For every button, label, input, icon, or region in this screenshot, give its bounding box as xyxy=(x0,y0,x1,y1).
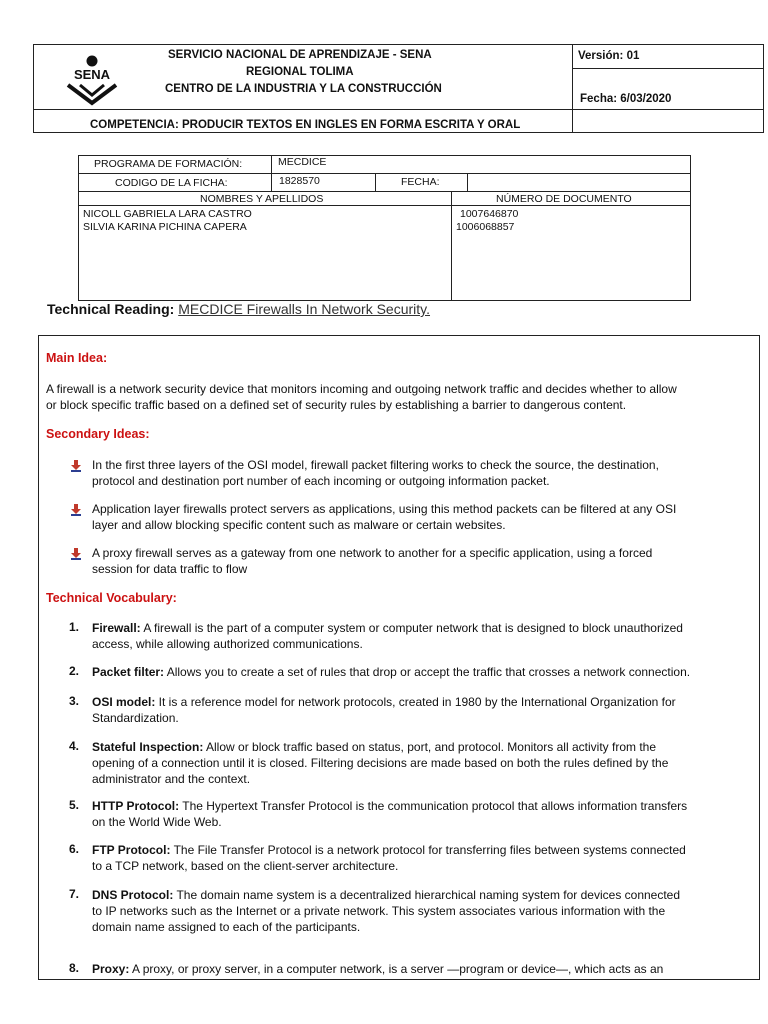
logo-text: SENA xyxy=(73,67,111,82)
text-line: Allow or block traffic based on status, port, and protocol. Monitors all activity from the xyxy=(203,740,656,754)
table-cell xyxy=(467,173,691,192)
vocab-term: DNS Protocol: xyxy=(92,888,174,902)
programa-label: PROGRAMA DE FORMACIÓN: xyxy=(94,158,243,170)
header-regional: REGIONAL TOLIMA xyxy=(246,66,354,78)
header-institution: SERVICIO NACIONAL DE APRENDIZAJE - SENA xyxy=(168,49,432,61)
text-line: access, while allowing authorized communications. xyxy=(92,637,363,651)
table-cell xyxy=(271,155,691,174)
text-line: opening of a connection until it is closed. Filtering decisions are made based on both the rules defined by the xyxy=(92,756,669,770)
list-number: 8. xyxy=(69,961,80,975)
vocab-item xyxy=(92,694,676,726)
header-divider xyxy=(572,45,573,132)
programa-value: MECDICE xyxy=(278,156,327,168)
sena-logo xyxy=(62,53,122,107)
text-line: Allows you to create a set of rules that drop or accept the traffic that crosses a network connection. xyxy=(164,665,691,679)
text-line: Application layer firewalls protect servers as applications, using this method packets can be filtered at any OSI xyxy=(92,502,677,516)
vocab-term: HTTP Protocol: xyxy=(92,799,180,813)
header-divider xyxy=(34,109,763,110)
vocab-term: Packet filter: xyxy=(92,665,165,679)
list-number: 4. xyxy=(69,739,80,753)
header-divider xyxy=(572,68,764,69)
text-line: A firewall is a network security device that monitors incoming and outgoing network traffic and decides whether to allow xyxy=(46,382,677,396)
main-idea-text xyxy=(46,381,677,413)
text-line: A proxy firewall serves as a gateway from one network to another for a specific application, using a forced xyxy=(92,546,653,560)
fecha-label: FECHA: xyxy=(401,176,440,188)
codigo-label: CODIGO DE LA FICHA: xyxy=(115,177,228,189)
header-competencia: COMPETENCIA: PRODUCIR TEXTOS EN INGLES EN FORMA ESCRITA Y ORAL xyxy=(90,119,521,131)
text-line: or block specific traffic based on a defined set of security rules by establishing a barrier to dangerous content. xyxy=(46,398,627,412)
vocab-item xyxy=(92,664,690,680)
text-line: The File Transfer Protocol is a network protocol for transferring files between systems connected xyxy=(170,843,686,857)
arrow-down-bullet-icon xyxy=(70,548,82,560)
secondary-heading: Secondary Ideas: xyxy=(46,427,150,441)
student-name: NICOLL GABRIELA LARA CASTRO xyxy=(83,208,252,220)
vocab-term: OSI model: xyxy=(92,695,156,709)
list-item xyxy=(92,501,676,533)
list-number: 6. xyxy=(69,842,80,856)
arrow-down-bullet-icon xyxy=(70,460,82,472)
vocab-item xyxy=(92,887,680,935)
student-info-table xyxy=(78,155,691,301)
names-header: NOMBRES Y APELLIDOS xyxy=(200,193,324,205)
vocabulary-heading: Technical Vocabulary: xyxy=(46,591,177,605)
text-line: layer and allow blocking specific content such as malware or certain websites. xyxy=(92,518,506,532)
header-fecha: Fecha: 6/03/2020 xyxy=(580,93,672,105)
list-number: 2. xyxy=(69,664,80,678)
reading-label: Technical Reading: xyxy=(47,301,175,317)
text-line: session for data traffic to flow xyxy=(92,562,248,576)
reading-title xyxy=(47,301,430,317)
student-doc: 1007646870 xyxy=(460,208,519,220)
text-line: protocol and destination port number of each incoming or outgoing information packet. xyxy=(92,474,550,488)
text-line: A firewall is the part of a computer system or computer network that is designed to block unauthorized xyxy=(140,621,683,635)
text-line: Standardization. xyxy=(92,711,179,725)
vocab-term: Stateful Inspection: xyxy=(92,740,204,754)
student-name: SILVIA KARINA PICHINA CAPERA xyxy=(83,221,247,233)
list-number: 1. xyxy=(69,620,80,634)
text-line: on the World Wide Web. xyxy=(92,815,222,829)
vocab-item xyxy=(92,961,663,977)
document-header xyxy=(33,44,764,133)
codigo-value: 1828570 xyxy=(279,175,320,187)
reading-topic: MECDICE Firewalls In Network Security. xyxy=(178,301,431,317)
text-line: It is a reference model for network protocols, created in 1980 by the International Organization for xyxy=(155,695,676,709)
student-doc: 1006068857 xyxy=(456,221,515,233)
doc-header: NÚMERO DE DOCUMENTO xyxy=(496,193,632,205)
header-version: Versión: 01 xyxy=(578,50,640,62)
header-center: CENTRO DE LA INDUSTRIA Y LA CONSTRUCCIÓN xyxy=(165,83,442,95)
vocab-term: Firewall: xyxy=(92,621,141,635)
vocab-item xyxy=(92,739,668,787)
vocab-term: Proxy: xyxy=(92,962,130,976)
vocab-item xyxy=(92,620,683,652)
text-line: domain name assigned to each of the participants. xyxy=(92,920,361,934)
list-item xyxy=(92,545,652,577)
content-box xyxy=(38,335,760,980)
list-number: 3. xyxy=(69,694,80,708)
list-number: 5. xyxy=(69,798,80,812)
text-line: A proxy, or proxy server, in a computer network, is a server —program or device—, which acts as an xyxy=(129,962,664,976)
vocab-term: FTP Protocol: xyxy=(92,843,171,857)
text-line: administrator and the context. xyxy=(92,772,251,786)
table-divider xyxy=(78,205,691,206)
list-number: 7. xyxy=(69,887,80,901)
text-line: to IP networks such as the Internet or a private network. This system associates various information with the xyxy=(92,904,666,918)
vocab-item xyxy=(92,798,687,830)
vocab-item xyxy=(92,842,686,874)
list-item xyxy=(92,457,659,489)
arrow-down-bullet-icon xyxy=(70,504,82,516)
text-line: In the first three layers of the OSI model, firewall packet filtering works to check the source, the destination, xyxy=(92,458,659,472)
text-line: The Hypertext Transfer Protocol is the communication protocol that allows information transfers xyxy=(179,799,688,813)
text-line: The domain name system is a decentralized hierarchical naming system for devices connected xyxy=(173,888,681,902)
main-idea-heading: Main Idea: xyxy=(46,351,108,365)
text-line: to a TCP network, based on the client-server architecture. xyxy=(92,859,399,873)
